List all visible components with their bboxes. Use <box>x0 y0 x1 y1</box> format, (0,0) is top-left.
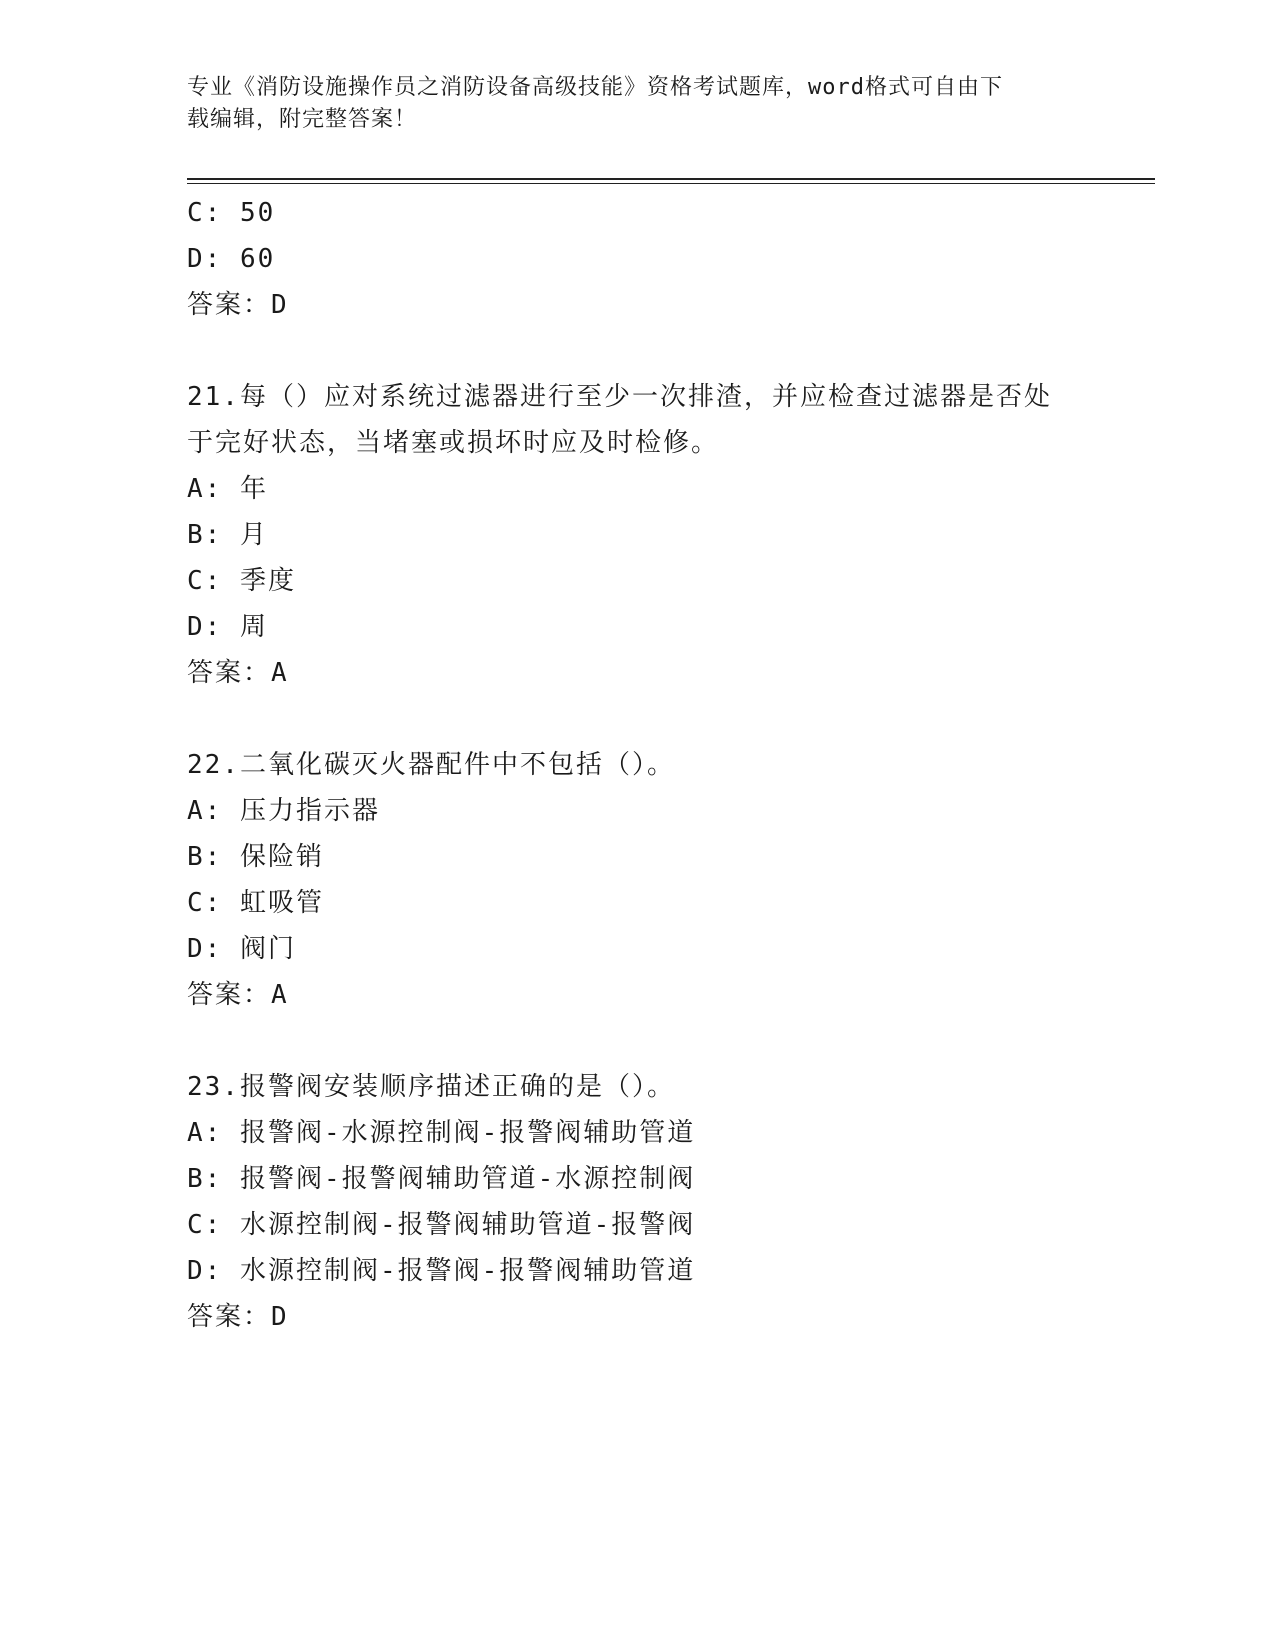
option-c: C: 水源控制阀-报警阀辅助管道-报警阀 <box>187 1210 696 1240</box>
option-d: D: 周 <box>187 612 268 642</box>
spacer <box>187 328 1087 374</box>
answer-line: 答案：A <box>187 980 289 1010</box>
question-stem: 23.报警阀安装顺序描述正确的是（）。 <box>187 1072 675 1102</box>
option-b: B: 月 <box>187 520 268 550</box>
question-stem: 21.每（）应对系统过滤器进行至少一次排渣，并应检查过滤器是否处 <box>187 382 1052 412</box>
option-d: D: 60 <box>187 244 276 274</box>
document-body <box>187 190 1087 1340</box>
header-line-1: 专业《消防设施操作员之消防设备高级技能》资格考试题库，word格式可自由下 <box>187 75 1003 100</box>
question-22 <box>187 742 1087 1018</box>
question-stem-continued: 于完好状态，当堵塞或损坏时应及时检修。 <box>187 428 720 458</box>
question-21 <box>187 374 1087 696</box>
header-line-2: 载编辑，附完整答案！ <box>187 107 418 132</box>
answer-line: 答案：D <box>187 290 289 320</box>
option-d: D: 阀门 <box>187 934 296 964</box>
spacer <box>187 696 1087 742</box>
option-b: B: 报警阀-报警阀辅助管道-水源控制阀 <box>187 1164 696 1194</box>
option-a: A: 年 <box>187 474 268 504</box>
answer-line: 答案：D <box>187 1302 289 1332</box>
page-header <box>187 72 1067 136</box>
option-c: C: 季度 <box>187 566 296 596</box>
option-d: D: 水源控制阀-报警阀-报警阀辅助管道 <box>187 1256 696 1286</box>
answer-line: 答案：A <box>187 658 289 688</box>
option-b: B: 保险销 <box>187 842 324 872</box>
option-a: A: 压力指示器 <box>187 796 380 826</box>
question-stem: 22.二氧化碳灭火器配件中不包括（）。 <box>187 750 675 780</box>
option-a: A: 报警阀-水源控制阀-报警阀辅助管道 <box>187 1118 696 1148</box>
option-c: C: 50 <box>187 198 276 228</box>
header-divider <box>187 178 1155 184</box>
spacer <box>187 1018 1087 1064</box>
option-c: C: 虹吸管 <box>187 888 324 918</box>
question-23 <box>187 1064 1087 1340</box>
prev-question-tail <box>187 190 1087 328</box>
